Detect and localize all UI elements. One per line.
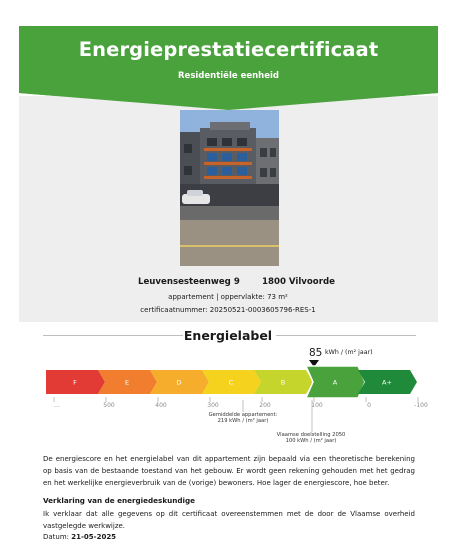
energy-description: De energiescore en het energielabel van dit appartement zijn bepaald via een theoretische berekening op basis van de bestaande toestand van het gebouw. Er wordt geen rekening gehouden met het gedrag en het werkelijke energieverbruik van de (vorige) bewoners. Hoe lager de energiescore, hoe beter.	[43, 455, 415, 487]
declaration-title: Verklaring van de energiedeskundige	[43, 496, 195, 505]
date-value: 21-05-2025	[71, 533, 117, 541]
date-line	[43, 533, 116, 541]
scale-tick-label: 0	[367, 402, 371, 409]
scale-tick-label: 300	[207, 402, 219, 409]
address-city: 1800 Vilvoorde	[262, 277, 335, 287]
energy-band-label: F	[73, 378, 77, 387]
scale-tick-label: 400	[155, 402, 167, 409]
energy-score-unit: kWh / (m² jaar)	[325, 349, 373, 356]
property-details: appartement | oppervlakte: 73 m²	[168, 293, 288, 301]
energy-score-value: 85	[309, 347, 323, 359]
energy-band-label: A	[332, 378, 338, 387]
energy-band-label: D	[176, 378, 182, 387]
average-note	[193, 412, 293, 424]
energy-label-title: Energielabel	[183, 328, 273, 343]
scale-tick-label: -100	[414, 402, 428, 409]
certificate-number: certificaatnummer: 20250521-0003605796-RES-1	[140, 306, 316, 314]
declaration-text: Ik verklaar dat alle gegevens op dit certificaat overeenstemmen met de door de Vlaamse overheid vastgelegde werkwijze.	[43, 510, 415, 530]
scale-tick-label: 200	[259, 402, 271, 409]
target-note-line1: Vlaamse doelstelling 2050	[276, 432, 346, 438]
page-title: Energieprestatiecertificaat	[78, 38, 379, 61]
average-note-line1: Gemiddelde appartement:	[208, 412, 278, 418]
energy-band-label: E	[124, 378, 130, 387]
energy-band-label: C	[228, 378, 234, 387]
target-note	[261, 432, 361, 444]
page-subtitle: Residentiële eenheid	[178, 71, 279, 81]
scale-tick-label: 100	[311, 402, 323, 409]
scale-tick-label: 500	[103, 402, 115, 409]
energy-band-label: B	[280, 378, 286, 387]
address-street: Leuvensesteenweg 9	[138, 277, 240, 287]
scale-tick-label: ...	[54, 402, 60, 409]
average-note-line2: 219 kWh / (m² jaar)	[217, 418, 269, 424]
target-note-line2: 100 kWh / (m² jaar)	[285, 438, 337, 444]
energy-band-label: A+	[382, 378, 392, 387]
date-label: Datum:	[43, 533, 70, 541]
